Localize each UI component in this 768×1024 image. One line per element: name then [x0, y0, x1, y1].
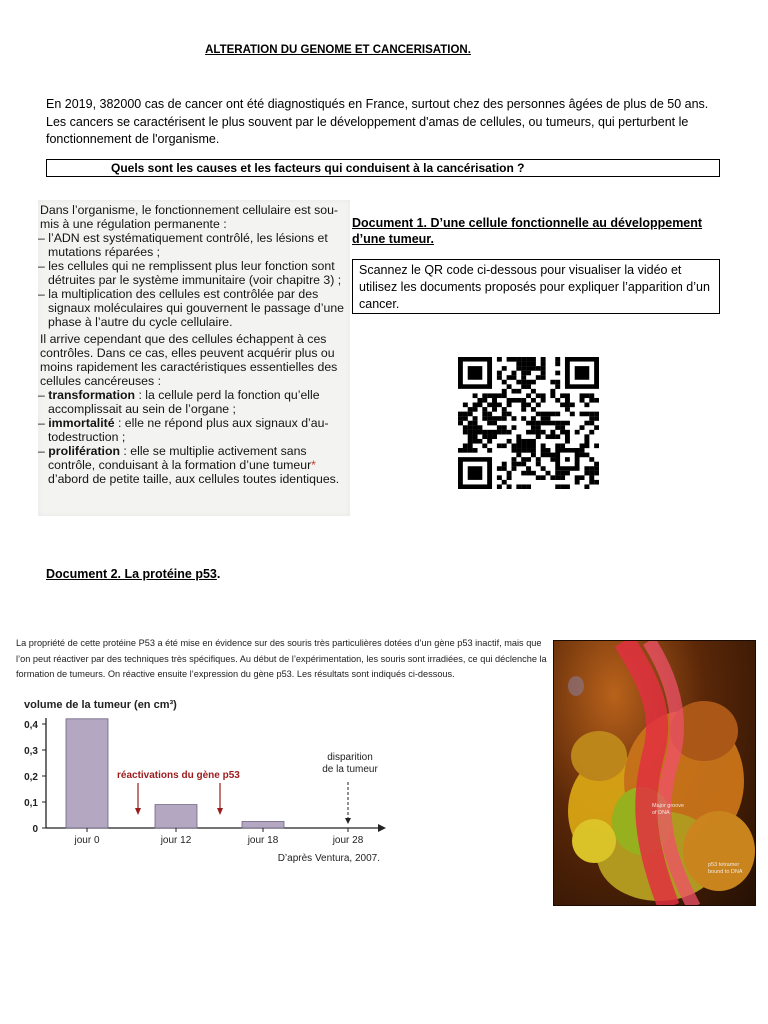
disparition-annotation: de la tumeur	[322, 764, 378, 775]
reactivation-arrowhead	[217, 808, 223, 815]
scan-paragraph-2: Il arrive cependant que des cellules échappent à ces contrôles. Dans ce cas, elles peuvent acquérir plus ou moins rapidement les caractéristiques essentielles des cellules cancéreuses :	[40, 332, 338, 388]
disparition-annotation: disparition	[327, 752, 373, 763]
y-tick-label: 0,3	[24, 746, 38, 757]
bar	[155, 805, 197, 828]
reactivation-arrowhead	[135, 808, 141, 815]
doc2-description: La propriété de cette protéine P53 a été mise en évidence sur des souris très particulières dotées d’un gène p53 inactif, mais que l’on peut réactiver par des techniques très spécifiques. Au début de l’expérimentation, les souris sont irradiées, ce qui déclenche la formation de tumeurs. On réactive ensuite l’expression du gène p53. Les résultats sont indiqués ci-dessous.	[16, 638, 547, 679]
scan-term: prolifération	[48, 444, 120, 458]
doc1-instruction-box	[352, 259, 720, 314]
intro-line-2: Les cancers se caractérisent le plus souvent par le développement d'amas de cellules, ou tumeurs, qui perturbent le	[46, 114, 689, 129]
scan-paragraph-1: Dans l’organisme, le fonctionnement cellulaire est sou-mis à une régulation permanente :	[40, 203, 339, 231]
scan-term: transformation	[48, 388, 136, 402]
x-tick-label: jour 12	[160, 835, 192, 846]
p53-dna-photo	[553, 640, 756, 906]
disparition-arrowhead	[345, 818, 351, 824]
doc1-instruction-text: Scannez le QR code ci-dessous pour visualiser la vidéo et utilisez les documents proposés pour expliquer l’apparition d’un cancer.	[359, 263, 710, 311]
scan-item: – immortalité : elle ne répond plus aux signaux d’au-todestruction ;	[38, 416, 329, 444]
y-tick-label: 0,1	[24, 798, 38, 809]
tumor-volume-chart	[14, 690, 394, 866]
scan-item: – l’ADN est systématiquement contrôlé, les lésions et mutations réparées ;	[38, 231, 328, 259]
question-box	[46, 159, 720, 177]
major-groove-label: Major groove of DNA	[652, 803, 685, 816]
x-axis-arrow	[378, 824, 386, 832]
scan-item: – la multiplication des cellules est contrôlée par des signaux moléculaires qui gouvernent le passage d’une phase à l’autre du cycle cellulaire.	[38, 287, 345, 329]
scan-term: immortalité	[48, 416, 115, 430]
asterisk-mark: *	[311, 458, 316, 472]
doc2-title: Document 2. La protéine p53.	[46, 567, 221, 581]
intro-line-1: En 2019, 382000 cas de cancer ont été diagnostiqués en France, surtout chez des personnes âgées de plus de 50 ans.	[46, 97, 709, 111]
page-title: ALTERATION DU GENOME ET CANCERISATION.	[205, 44, 471, 56]
y-tick-label: 0,2	[24, 772, 38, 783]
x-tick-label: jour 18	[247, 835, 279, 846]
scanned-textbook-excerpt	[38, 200, 350, 516]
scan-item: – prolifération : elle se multiplie activement sans contrôle, conduisant à la formation d’une tumeur* d’abord de petite taille, aux cellules toutes identiques.	[38, 444, 340, 486]
y-axis-label: volume de la tumeur (en cm³)	[24, 699, 177, 711]
chart-svg	[14, 690, 394, 866]
scan-item: – transformation : la cellule perd la fonction qu’elle accomplissait au sein de l’organe ;	[38, 388, 320, 416]
reactivation-annotation: réactivations du gène p53	[117, 770, 240, 781]
y-tick-label: 0,4	[24, 720, 38, 731]
qr-code-graphic	[458, 357, 599, 489]
p53-tetramer-label: p53 tetramer bound to DNA	[708, 862, 743, 875]
intro-line-3: fonctionnement de l'organisme.	[46, 132, 220, 146]
doc1-title: Document 1. D’une cellule fonctionnelle au développement d’une tumeur.	[352, 216, 703, 246]
question-text: Quels sont les causes et les facteurs qui conduisent à la cancérisation ?	[111, 161, 525, 175]
x-tick-label: jour 28	[332, 835, 364, 846]
qr-code[interactable]	[458, 357, 599, 489]
x-tick-label: jour 0	[74, 835, 100, 846]
y-tick-label: 0	[32, 824, 38, 835]
intro-paragraph	[46, 96, 726, 149]
chart-source: D’après Ventura, 2007.	[277, 853, 380, 864]
scan-item: – les cellules qui ne remplissent plus leur fonction sont détruites par le système immunitaire (voir chapitre 3) ;	[38, 259, 342, 287]
bar	[242, 822, 284, 829]
bar	[66, 719, 108, 828]
